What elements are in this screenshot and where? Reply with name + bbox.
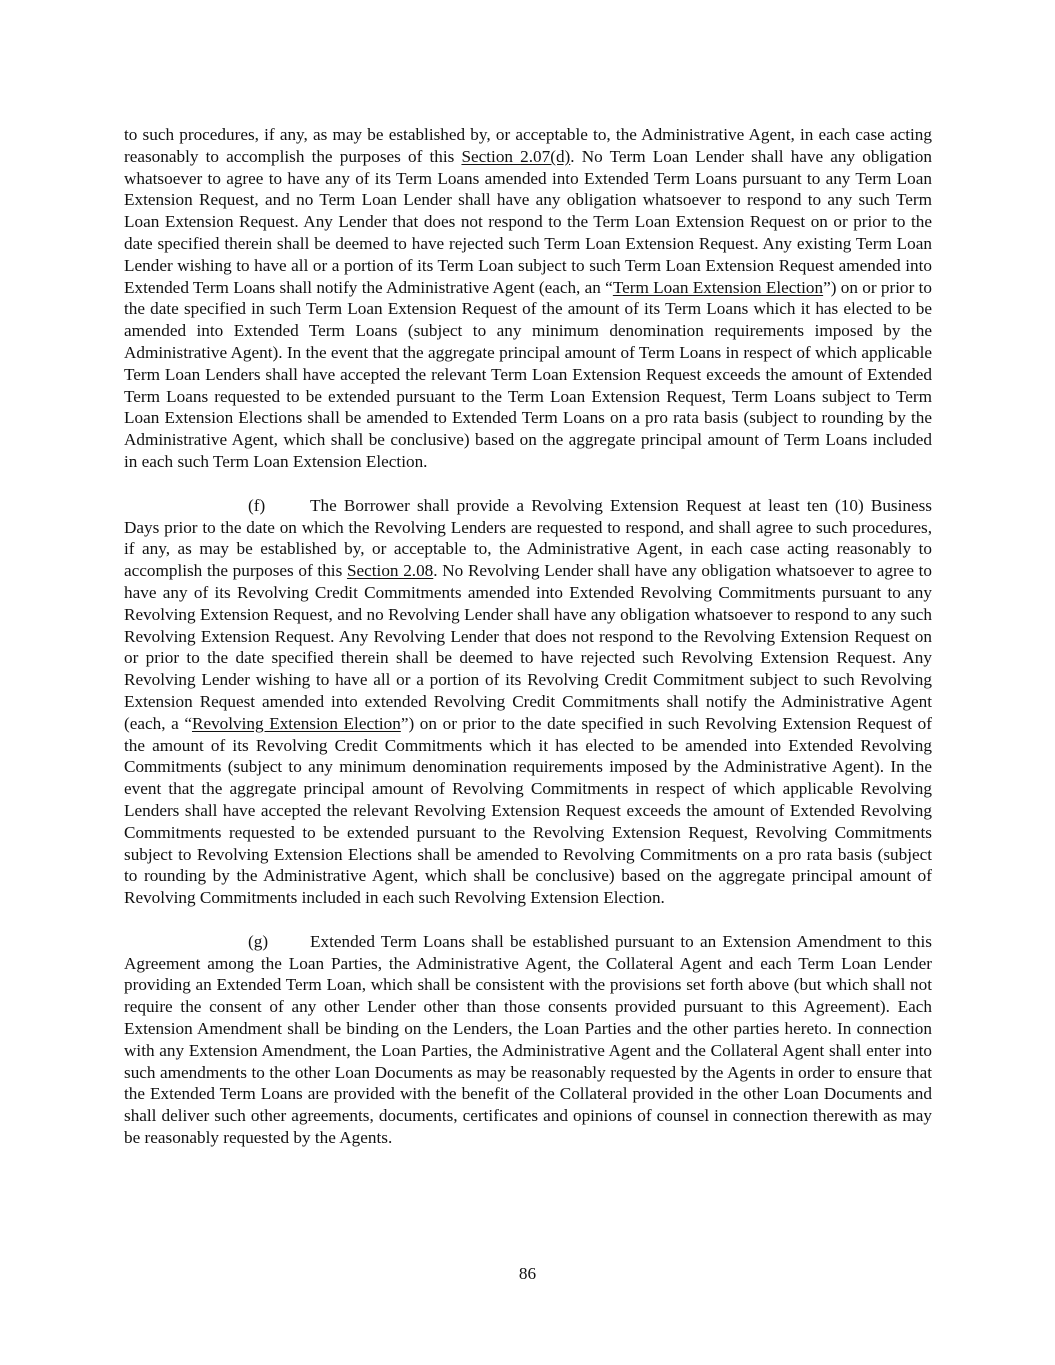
paragraph-label: (f) [248,495,266,515]
paragraph-text: . No Term Loan Lender shall have any obligation whatsoever to agree to have any of its Term Loans amended into Extended Term Loans pursuant to any Term Loan Extension Request, and no Term Loan Lender shall have any obligation whatsoever to respond to any such Term Loan Extension Request. Any Lender that does not respond to the Term Loan Extension Request on or prior to the date specified therein shall be deemed to have rejected such Term Loan Extension Request. Any existing Term Loan Lender wishing to have all or a portion of its Term Loan subject to such Term Loan Extension Request amended into Extended Term Loans shall notify the Administrative Agent (each, an “ [124,146,932,297]
paragraph-f [124,495,932,909]
paragraph-e-continued [124,124,932,473]
paragraph-text: ”) on or prior to the date specified in such Revolving Extension Request of the amount of its Revolving Credit Commitments which it has elected to be amended into Extended Revolving Commitments (subject to any minimum denomination requirements imposed by the Administrative Agent). In the event that the aggregate principal amount of Revolving Commitments in respect of which applicable Revolving Lenders shall have accepted the relevant Revolving Extension Request exceeds the amount of Extended Revolving Commitments requested to be extended pursuant to the Revolving Extension Request, Revolving Commitments subject to Revolving Extension Elections shall be amended to Revolving Commitments on a pro rata basis (subject to rounding by the Administrative Agent, which shall be conclusive) based on the aggregate principal amount of Revolving Commitments included in each such Revolving Extension Election. [124,713,933,908]
page-number: 86 [518,1264,537,1283]
paragraph-text: . No Revolving Lender shall have any obligation whatsoever to agree to have any of its Revolving Credit Commitments amended into Extended Revolving Commitments pursuant to any Revolving Extension Request, and no Revolving Lender shall have any obligation whatsoever to respond to any such Revolving Extension Request. Any Revolving Lender that does not respond to the Revolving Extension Request on or prior to the date specified therein shall be deemed to have rejected such Revolving Extension Request. Any Revolving Lender wishing to have all or a portion of its Revolving Credit Commitment subject to such Revolving Extension Request amended into extended Revolving Credit Commitments shall notify the Administrative Agent (each, a “ [124,561,933,733]
paragraph-text: The Borrower shall provide a Revolving Extension Request at least ten (10) Business Days prior to the date on which the Revolving Lenders are requested to respond, and shall agree to such procedures, if any, as may be established by, or acceptable to, the Administrative Agent, in each case acting reasonably to accomplish the purposes of this [124,495,932,581]
document-page [124,124,932,1149]
paragraph-text: to such procedures, if any, as may be established by, or acceptable to, the Administrative Agent, in each case acting reasonably to accomplish the purposes of this [124,125,932,166]
defined-term: Term Loan Extension Election [612,277,824,297]
section-reference: Section 2.07(d) [461,146,571,166]
paragraph-label: (g) [248,931,269,951]
section-reference: Section 2.08 [346,561,434,581]
paragraph-text: Extended Term Loans shall be established pursuant to an Extension Amendment to this Agreement among the Loan Parties, the Administrative Agent, the Collateral Agent and each Term Loan Lender providing an Extended Term Loan, which shall be consistent with the provisions set forth above (but which shall not require the consent of any other Lender other than those consents provided pursuant to this Agreement). Each Extension Amendment shall be binding on the Lenders, the Loan Parties and the other parties hereto. In connection with any Extension Amendment, the Loan Parties, the Administrative Agent and the Collateral Agent shall enter into such amendments to the other Loan Documents as may be reasonably requested by the Agents in order to ensure that the Extended Term Loans are provided with the benefit of the Collateral provided in the other Loan Documents and shall deliver such other agreements, documents, certificates and opinions of counsel in connection therewith as may be reasonably requested by the Agents. [124,931,932,1148]
defined-term: Revolving Extension Election [191,713,401,733]
paragraph-g [124,931,932,1149]
paragraph-text: ”) on or prior to the date specified in such Term Loan Extension Request of the amount of its Term Loans which it has elected to be amended into Extended Term Loans (subject to any minimum denomination requirements imposed by the Administrative Agent). In the event that the aggregate principal amount of Term Loans in respect of which applicable Term Loan Lenders shall have accepted the relevant Term Loan Extension Request exceeds the amount of Extended Term Loans requested to be extended pursuant to the Term Loan Extension Request, Term Loans subject to Term Loan Extension Elections shall be amended to Extended Term Loans on a pro rata basis (subject to rounding by the Administrative Agent, which shall be conclusive) based on the aggregate principal amount of Term Loans included in each such Term Loan Extension Election. [124,277,932,471]
